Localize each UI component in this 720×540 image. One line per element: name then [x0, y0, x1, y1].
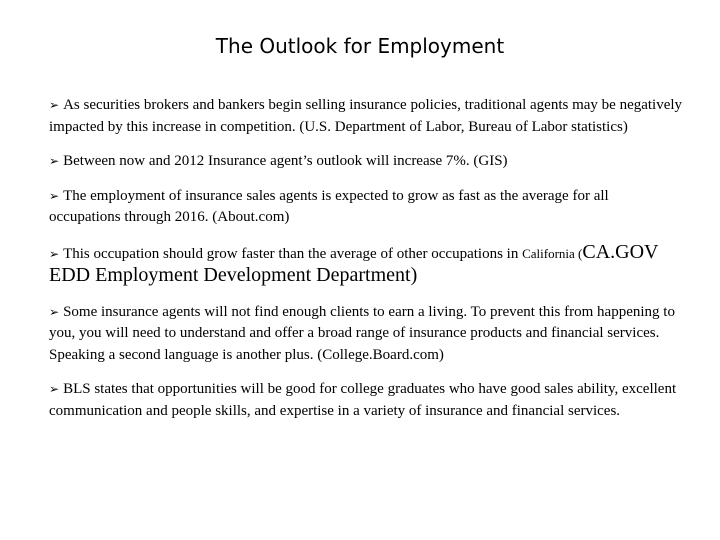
arrow-bullet-icon: ➢ — [49, 98, 60, 112]
arrow-bullet-icon: ➢ — [49, 154, 60, 168]
bullet-item — [49, 151, 684, 173]
arrow-bullet-icon: ➢ — [49, 304, 60, 319]
bullet-text: As securities brokers and bankers begin selling insurance policies, traditional agents may be negatively impacted by this increase in competition. (U.S. Department of Labor, Bureau of Labor statistics) — [49, 97, 683, 135]
bullet-item — [49, 302, 684, 367]
slide-title: The Outlook for Employment — [215, 34, 505, 58]
bullet-text: BLS states that opportunities will be good for college graduates who have good sales ability, excellent communication and people skills, and expertise in a variety of insurance and financial services. — [49, 381, 677, 419]
bullet-text-large: CA.GOV EDD Employment Development Department) — [49, 240, 659, 286]
arrow-bullet-icon: ➢ — [49, 382, 60, 396]
bullet-list — [49, 95, 684, 435]
bullet-item — [49, 95, 684, 138]
bullet-text: Between now and 2012 Insurance agent’s outlook will increase 7%. (GIS) — [63, 153, 508, 169]
bullet-text: This occupation should grow faster than the average of other occupations in — [63, 245, 523, 262]
bullet-text: The employment of insurance sales agents is expected to grow as fast as the average for all occupations through 2016. (About.com) — [49, 187, 609, 225]
arrow-bullet-icon: ➢ — [49, 246, 60, 261]
bullet-item — [49, 379, 684, 422]
bullet-item — [49, 242, 684, 289]
bullet-text-small: California ( — [522, 245, 583, 261]
bullet-item — [49, 186, 684, 229]
arrow-bullet-icon: ➢ — [49, 188, 60, 203]
bullet-text: Some insurance agents will not find enough clients to earn a living. To prevent this from happening to you, you will need to understand and offer a broad range of insurance products and financial services. Speaking a second language is another plus. (College.Board.com) — [49, 303, 675, 363]
